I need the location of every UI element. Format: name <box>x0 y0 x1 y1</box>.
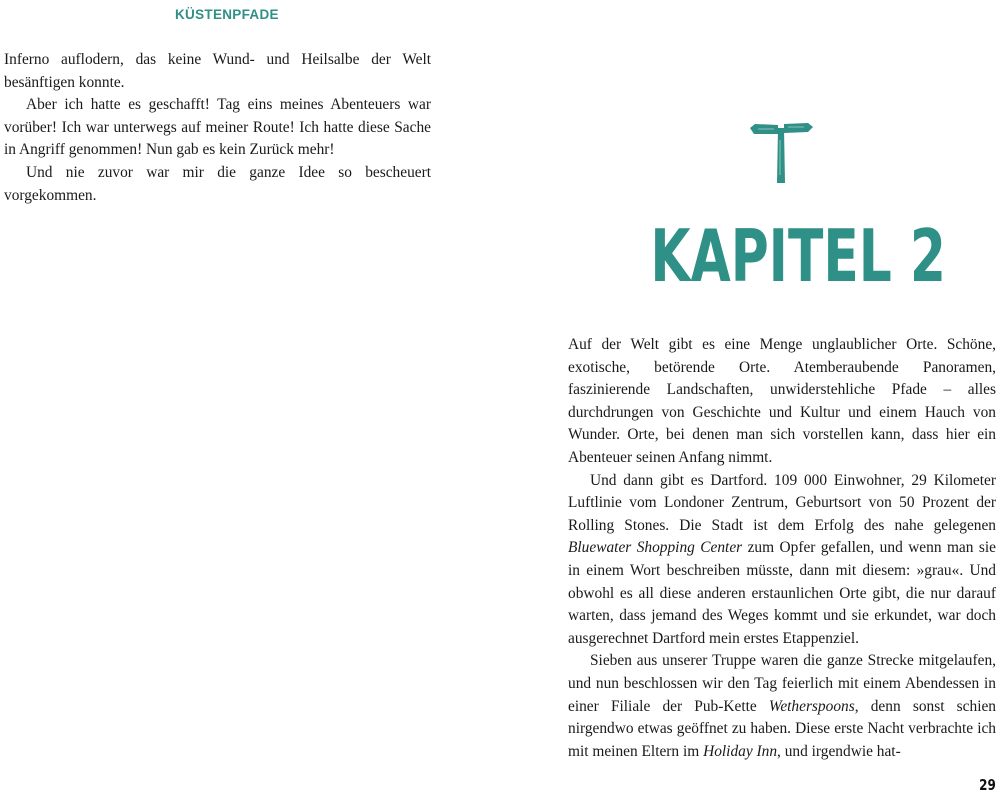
paragraph <box>568 650 996 763</box>
paragraph <box>568 470 996 651</box>
text-run: Sieben aus unserer Truppe waren die ganze Strecke mitgelaufen, und nun beschlossen wir den Tag feierlich mit einem Abendessen in einer Filiale der Pub-Kette <box>568 652 996 715</box>
italic-title: Wetherspoons <box>768 697 855 715</box>
italic-title: Bluewater Shopping Center <box>568 539 743 557</box>
paragraph: Auf der Welt gibt es eine Menge unglaublicher Orte. Schöne, exotische, betörende Orte. Atemberaubende Panoramen, faszinierende Landschaften, unwiderstehliche Pfade – alles durchdrungen von Geschichte und Kultur und einem Hauch von Wunder. Orte, bei denen man sich vorstellen kann, dass hier ein Abenteuer seinen Anfang nimmt. <box>568 336 996 466</box>
running-head: KÜSTENPFADE <box>175 7 279 22</box>
text-run: , und irgendwie hat- <box>777 742 901 760</box>
right-page-text <box>568 334 996 763</box>
left-page-text <box>4 49 431 207</box>
text-run: zum Opfer gefallen, und wenn man sie in einem Wort beschreiben müsste, dann mit diesem: »grau«. Und obwohl es all diese anderen erstaunlichen Orte gibt, die nur darauf warten, dass jemand des Weges kommt und sie erkundet, war doch ausgerechnet Dartford mein erstes Etappenziel. <box>568 539 996 647</box>
text-run: , denn sonst schien nirgendwo etwas geöffnet zu haben. Diese erste Nacht verbrachte ich mit meinen Eltern im <box>568 697 996 760</box>
page-number: 29 <box>979 776 996 794</box>
italic-title: Holiday Inn <box>703 742 778 760</box>
signpost-icon <box>746 115 816 185</box>
text-run: Und dann gibt es Dartford. 109 000 Einwohner, 29 Kilometer Luftlinie vom Londoner Zentrum, Geburtsort von 50 Prozent der Rolling Stones. Die Stadt ist dem Erfolg des nahe gelegenen <box>568 471 996 534</box>
paragraph: Und nie zuvor war mir die ganze Idee so bescheuert vorgekommen. <box>4 163 431 204</box>
paragraph: Inferno auflodern, das keine Wund- und Heilsalbe der Welt besänftigen konnte. <box>4 51 431 91</box>
chapter-title: KAPITEL 2 <box>650 214 946 298</box>
paragraph: Aber ich hatte es geschafft! Tag eins meines Abenteuers war vorüber! Ich war unterwegs auf meiner Route! Ich hatte diese Sache in Angriff genommen! Nun gab es kein Zurück mehr! <box>4 96 431 159</box>
